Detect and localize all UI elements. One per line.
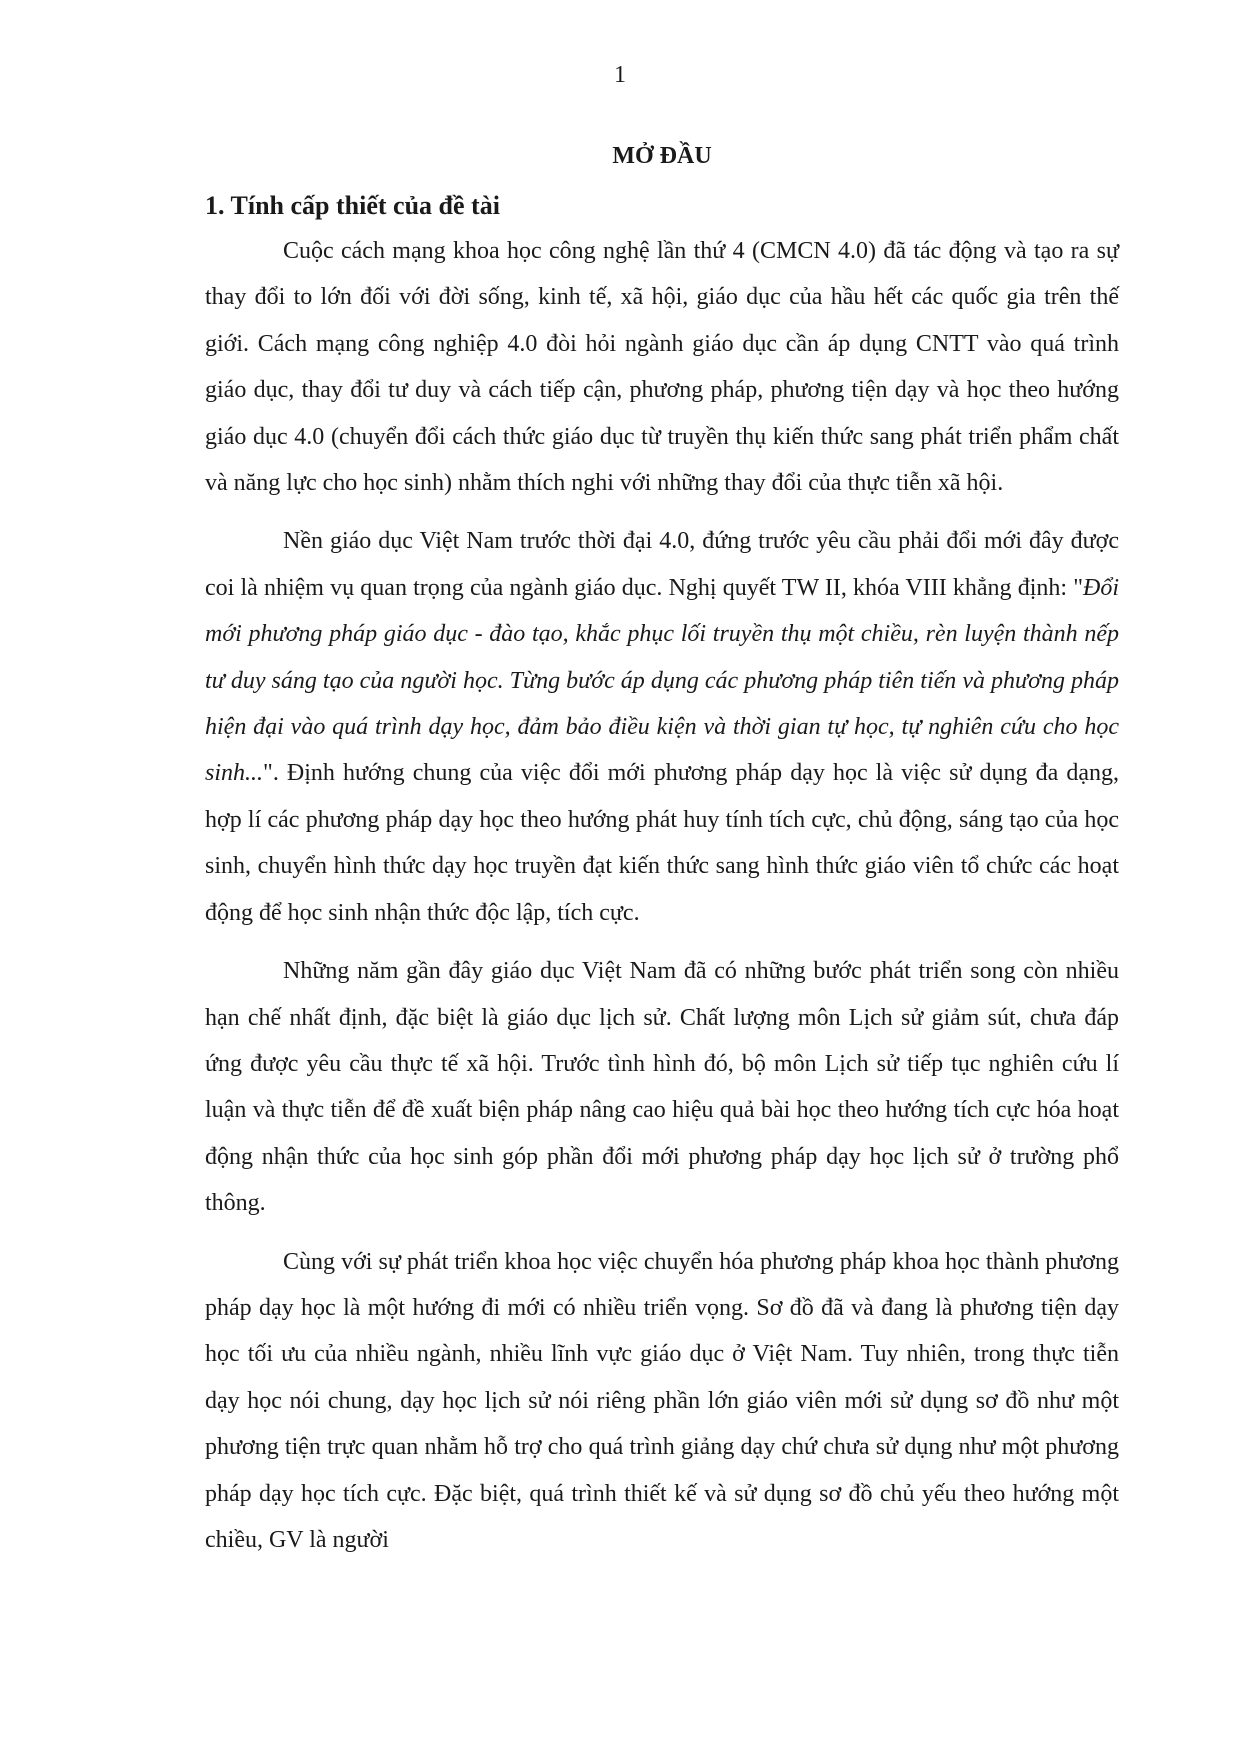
- paragraph-1: Cuộc cách mạng khoa học công nghệ lần thứ 4 (CMCN 4.0) đã tác động và tạo ra sự thay đổi to lớn đối với đời sống, kinh tế, xã hội, giáo dục của hầu hết các quốc gia trên thế giới. Cách mạng công nghiệp 4.0 đòi hỏi ngành giáo dục cần áp dụng CNTT vào quá trình giáo dục, thay đổi tư duy và cách tiếp cận, phương pháp, phương tiện dạy và học theo hướng giáo dục 4.0 (chuyển đổi cách thức giáo dục từ truyền thụ kiến thức sang phát triển phẩm chất và năng lực cho học sinh) nhằm thích nghi với những thay đổi của thực tiễn xã hội.: [205, 238, 1119, 497]
- paragraph-4: Cùng với sự phát triển khoa học việc chuyển hóa phương pháp khoa học thành phương pháp dạy học là một hướng đi mới có nhiều triển vọng. Sơ đồ đã và đang là phương tiện dạy học tối ưu của nhiều ngành, nhiều lĩnh vực giáo dục ở Việt Nam. Tuy nhiên, trong thực tiễn dạy học nói chung, dạy học lịch sử nói riêng phần lớn giáo viên mới sử dụng sơ đồ như một phương tiện trực quan nhằm hỗ trợ cho quá trình giảng dạy chứ chưa sử dụng như một phương pháp dạy học tích cực. Đặc biệt, quá trình thiết kế và sử dụng sơ đồ chủ yếu theo hướng một chiều, GV là người: [205, 1248, 1119, 1553]
- page-number: 1: [614, 62, 626, 88]
- document-title: MỞ ĐẦU: [612, 143, 712, 169]
- paragraph-2: [205, 518, 1119, 936]
- section-heading: 1. Tính cấp thiết của đề tài: [205, 191, 500, 220]
- document-body: [205, 190, 1119, 1575]
- paragraph-2-lead: Nền giáo dục Việt Nam trước thời đại 4.0, đứng trước yêu cầu phải đổi mới đây được coi là nhiệm vụ quan trọng của ngành giáo dục. Nghị quyết TW II, khóa VIII khẳng định: ": [205, 528, 1119, 601]
- paragraph-3: Những năm gần đây giáo dục Việt Nam đã có những bước phát triển song còn nhiều hạn chế nhất định, đặc biệt là giáo dục lịch sử. Chất lượng môn Lịch sử giảm sút, chưa đáp ứng được yêu cầu thực tế xã hội. Trước tình hình đó, bộ môn Lịch sử tiếp tục nghiên cứu lí luận và thực tiễn để đề xuất biện pháp nâng cao hiệu quả bài học theo hướng tích cực hóa hoạt động nhận thức của học sinh góp phần đổi mới phương pháp dạy học lịch sử ở trường phổ thông.: [205, 958, 1119, 1217]
- resolution-quote: Đổi mới phương pháp giáo dục - đào tạo, khắc phục lối truyền thụ một chiều, rèn luyện thành nếp tư duy sáng tạo của người học. Từng bước áp dụng các phương pháp tiên tiến và phương pháp hiện đại vào quá trình dạy học, đảm bảo điều kiện và thời gian tự học, tự nghiên cứu cho học sinh...: [205, 574, 1119, 787]
- paragraph-2-tail: ". Định hướng chung của việc đổi mới phương pháp dạy học là việc sử dụng đa dạng, hợp lí các phương pháp dạy học theo hướng phát huy tính tích cực, chủ động, sáng tạo của học sinh, chuyển hình thức dạy học truyền đạt kiến thức sang hình thức giáo viên tổ chức các hoạt động để học sinh nhận thức độc lập, tích cực.: [205, 760, 1119, 926]
